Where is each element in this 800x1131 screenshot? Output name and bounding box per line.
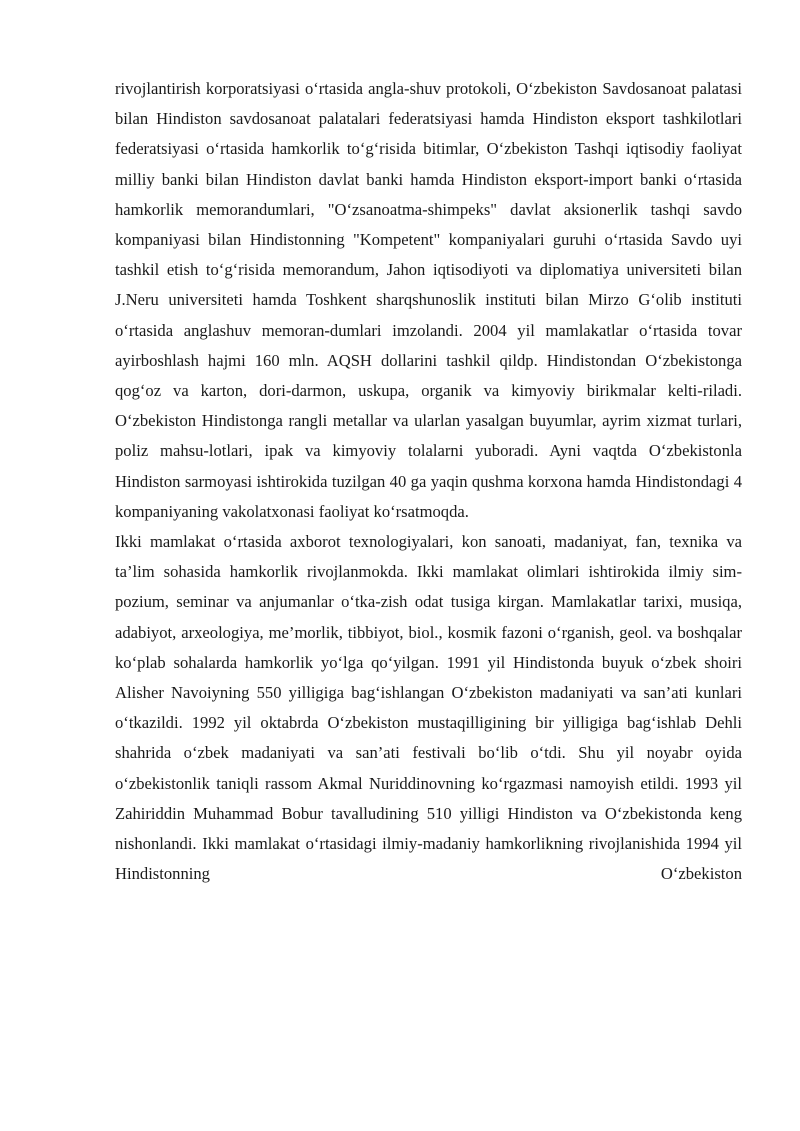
body-paragraph: rivojlantirish korporatsiyasi o‘rtasida angla-shuv protokoli, O‘zbekiston Savdosanoat palatasi bilan Hindiston savdosanoat palatalari federatsiyasi hamda Hindiston eksport tashkilotlari federatsiyasi o‘rtasida hamkorlik to‘g‘risida bitimlar, O‘zbekiston Tashqi iqtisodiy faoliyat milliy banki bilan Hindiston davlat banki hamda Hindiston eksport-import banki o‘rtasida hamkorlik memorandumlari, "O‘zsanoatma-shimpeks" davlat aksionerlik tashqi savdo kompaniyasi bilan Hindistonning "Kompetent" kompaniyalari guruhi o‘rtasida Savdo uyi tashkil etish to‘g‘risida memorandum, Jahon iqtisodiyoti va diplomatiya universiteti bilan J.Neru universiteti hamda Toshkent sharqshunoslik instituti bilan Mirzo G‘olib instituti o‘rtasida anglashuv memoran-dumlari imzolandi. 2004 yil mamlakatlar o‘rtasida tovar ayirboshlash hajmi 160 mln. AQSH dollarini tashkil qildp. Hindistondan O‘zbekistonga qog‘oz va karton, dori-darmon, uskupa, organik va kimyoviy birikmalar kelti-riladi. O‘zbekiston Hindistonga rangli metallar va ularlan yasalgan buyumlar, ayrim xizmat turlari, poliz mahsu-lotlari, ipak va kimyoviy tolalarni yuboradi. Ayni vaqtda O‘zbekistonla Hindiston sarmoyasi ishtirokida tuzilgan 40 ga yaqin qushma korxona hamda Hindistondagi 4 kompaniyaning vakolatxonasi faoliyat ko‘rsatmoqda. (115, 79, 742, 521)
document-page (115, 74, 742, 889)
body-paragraph: Ikki mamlakat o‘rtasida axborot texnologiyalari, kon sanoati, madaniyat, fan, texnika va ta’lim sohasida hamkorlik rivojlanmokda. Ikki mamlakat olimlari ishtirokida ilmiy sim-pozium, seminar va anjumanlar o‘tka-zish odat tusiga kirgan. Mamlakatlar tarixi, musiqa, adabiyot, arxeologiya, me’morlik, tibbiyot, biol., kosmik fazoni o‘rganish, geol. va boshqalar ko‘plab sohalarda hamkorlik yo‘lga qo‘yilgan. 1991 yil Hindistonda buyuk o‘zbek shoiri Alisher Navoiyning 550 yilligiga bag‘ishlangan O‘zbekiston madaniyati va san’ati kunlari o‘tkazildi. 1992 yil oktabrda O‘zbekiston mustaqilligining bir yilligiga bag‘ishlab Dehli shahrida o‘zbek madaniyati va san’ati festivali bo‘lib o‘tdi. Shu yil noyabr oyida o‘zbekistonlik taniqli rassom Akmal Nuriddinovning ko‘rgazmasi namoyish etildi. 1993 yil Zahiriddin Muhammad Bobur tavalludining 510 yilligi Hindiston va O‘zbekistonda keng nishonlandi. Ikki mamlakat o‘rtasidagi ilmiy-madaniy hamkorlikning rivojlanishida 1994 yil Hindistonning O‘zbekiston (115, 532, 742, 884)
